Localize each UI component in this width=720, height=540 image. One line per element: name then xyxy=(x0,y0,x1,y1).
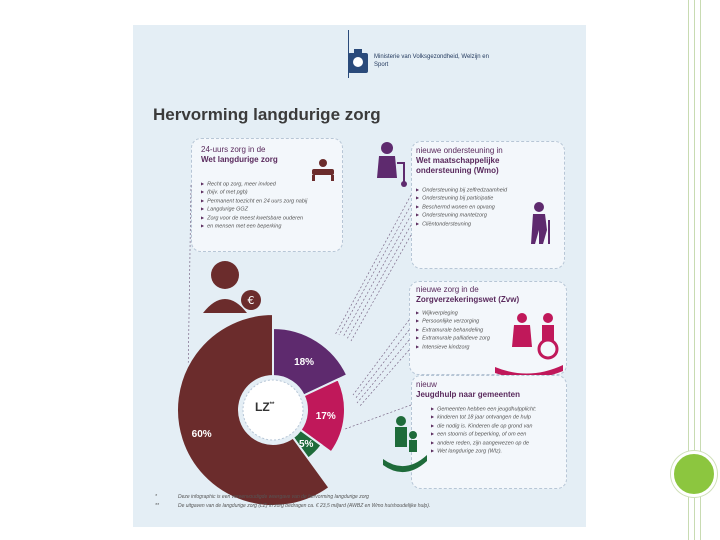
pie-chart xyxy=(133,25,586,527)
list-item: ▶ Langdurige GGZ xyxy=(201,205,307,213)
list-item: ▶ die nodig is. Kinderen die op grond van xyxy=(431,422,536,430)
pie-center-marker: ** xyxy=(269,402,275,408)
list-item: ▶ Ondersteuning mantelzorg xyxy=(416,211,507,219)
zvw-title-line1: nieuwe zorg in de xyxy=(416,285,479,294)
list-item: ▶ Extramurale palliatieve zorg xyxy=(416,334,490,342)
pie-slice-label: 17% xyxy=(315,410,336,422)
footnote-text: Deze infographic is een vereenvoudigde weergave van de hervorming langdurige zorg xyxy=(178,494,369,500)
list-item: ▶ Permanent toezicht en 24 uurs zorg nabij xyxy=(201,197,307,205)
list-item: ▶ Zorg voor de meest kwetsbare ouderen xyxy=(201,214,307,222)
list-item: ▶ Extramurale behandeling xyxy=(416,326,490,334)
pie-center-label xyxy=(255,400,274,414)
list-item: ▶ Persoonlijke verzorging xyxy=(416,317,490,325)
pie-slice-label: 18% xyxy=(294,357,315,369)
wmo-title-line2: Wet maatschappelijke xyxy=(416,156,500,165)
footnote-mark: * xyxy=(155,494,157,500)
slide-bullet-icon xyxy=(671,451,717,497)
pie-slice-label: 60% xyxy=(191,429,212,441)
page-title: Hervorming langdurige zorg xyxy=(153,105,381,124)
footnote-text: De uitgaven van de langdurige zorg (LZ) in zorg bedragen ca. € 23,5 miljard (AWBZ en Wmo huishoudelijke hulp). xyxy=(178,503,431,509)
wmo-title-line1: nieuwe ondersteuning in xyxy=(416,146,503,155)
footnote-mark: ** xyxy=(155,503,159,509)
list-item: ▶ andere reden, zijn aangewezen op de xyxy=(431,439,536,447)
list-item: ▶ Beschermd wonen en opvang xyxy=(416,203,507,211)
wlz-title-line1: 24-uurs zorg in de xyxy=(201,145,266,154)
list-item: ▶ Gemeenten hebben een jeugdhulpplicht: xyxy=(431,405,536,413)
wmo-title-line3: ondersteuning (Wmo) xyxy=(416,166,499,175)
list-item: ▶ een stoornis of beperking, of om een xyxy=(431,430,536,438)
list-item: ▶ en mensen met een beperking xyxy=(201,222,307,230)
list-item: ▶ (bijv. of met pgb) xyxy=(201,188,307,196)
list-item: ▶ Wet langdurige zorg (Wlz). xyxy=(431,447,536,455)
list-item: ▶ Intensieve kindzorg xyxy=(416,343,490,351)
wlz-title-line2: Wet langdurige zorg xyxy=(201,155,278,164)
jeugd-title-line1: nieuw xyxy=(416,380,437,389)
svg-text:€: € xyxy=(247,294,255,307)
list-item: ▶ Recht op zorg, meer invloed xyxy=(201,180,307,188)
list-item: ▶ Cliëntondersteuning xyxy=(416,220,507,228)
pie-center-text: LZ xyxy=(255,400,270,414)
list-item: ▶ Ondersteuning bij zelfredzaamheid xyxy=(416,186,507,194)
list-item: ▶ Ondersteuning bij participatie xyxy=(416,194,507,202)
list-item: ▶ kinderen tot 18 jaar ontvangen de hulp xyxy=(431,413,536,421)
infographic xyxy=(133,25,586,527)
list-item: ▶ Wijkverpleging xyxy=(416,309,490,317)
ministry-label: Ministerie van Volksgezondheid, Welzijn en Sport xyxy=(374,54,489,68)
pie-slice-label: 5% xyxy=(299,439,314,451)
zvw-title-line2: Zorgverzekeringswet (Zvw) xyxy=(416,295,520,304)
jeugd-title-line2: Jeugdhulp naar gemeenten xyxy=(416,390,521,399)
